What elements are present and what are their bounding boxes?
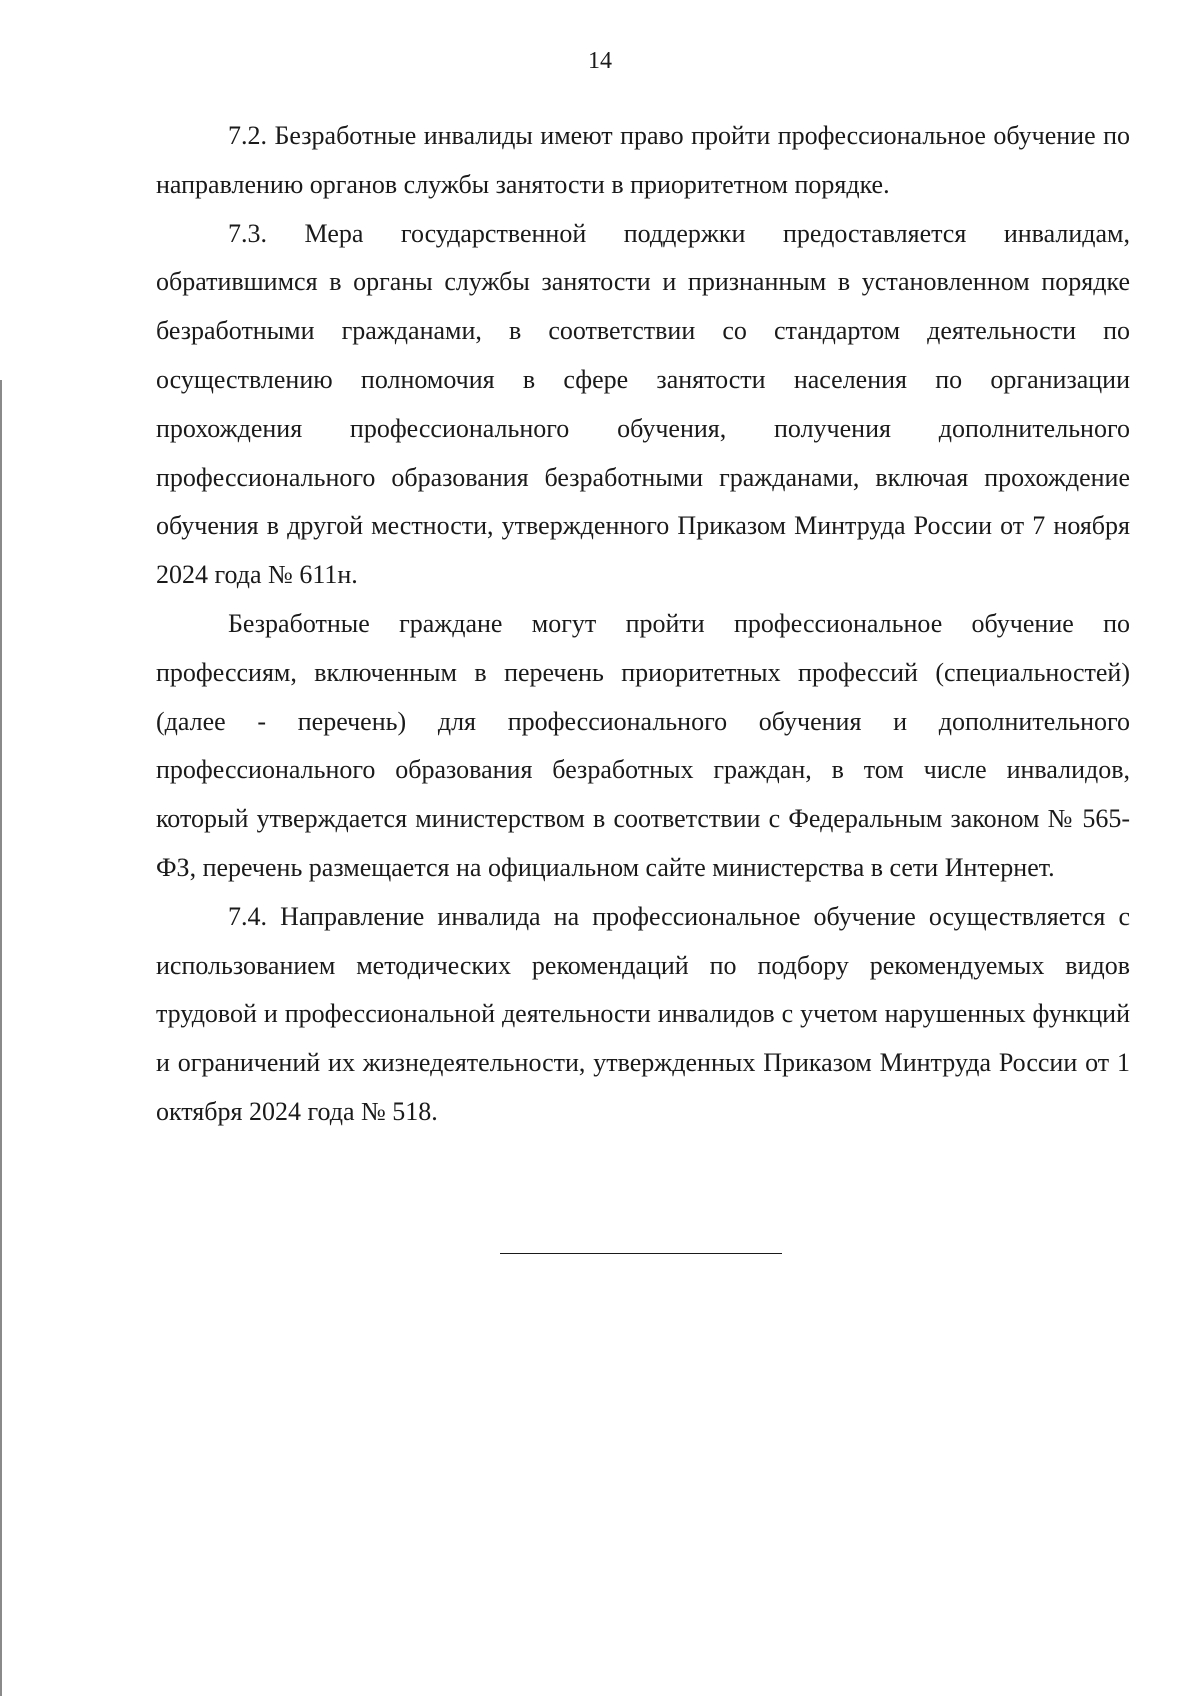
paragraph-unemployed-training: Безработные граждане могут пройти профессиональное обучение по профессиям, включенным в перечень приоритетных профессий (специальностей) (далее - перечень) для профессионального обучения и дополнительного профессионального образования безработных граждан, в том числе инвалидов, который утверждается министерством в соответствии с Федеральным законом № 565-ФЗ, перечень размещается на официальном сайте министерства в сети Интернет.	[156, 608, 1130, 882]
paragraph-7-4: 7.4. Направление инвалида на профессиональное обучение осуществляется с использованием методических рекомендаций по подбору рекомендуемых видов трудовой и профессиональной деятельности инвалидов с учетом нарушенных функций и ограничений их жизнедеятельности, утвержденных Приказом Минтруда России от 1 октября 2024 года № 518.	[156, 901, 1130, 1126]
scan-edge	[0, 380, 2, 1696]
document-body	[156, 112, 1130, 1137]
end-of-section-rule	[500, 1253, 782, 1254]
page-number: 14	[588, 48, 612, 74]
paragraph-7-2: 7.2. Безработные инвалиды имеют право пройти профессиональное обучение по направлению органов службы занятости в приоритетном порядке.	[156, 121, 1130, 199]
paragraph-7-3: 7.3. Мера государственной поддержки предоставляется инвалидам, обратившимся в органы службы занятости и признанным в установленном порядке безработными гражданами, в соответствии со стандартом деятельности по осуществлению полномочия в сфере занятости населения по организации прохождения профессионального обучения, получения дополнительного профессионального образования безработными гражданами, включая прохождение обучения в другой местности, утвержденного Приказом Минтруда России от 7 ноября 2024 года № 611н.	[156, 218, 1130, 590]
